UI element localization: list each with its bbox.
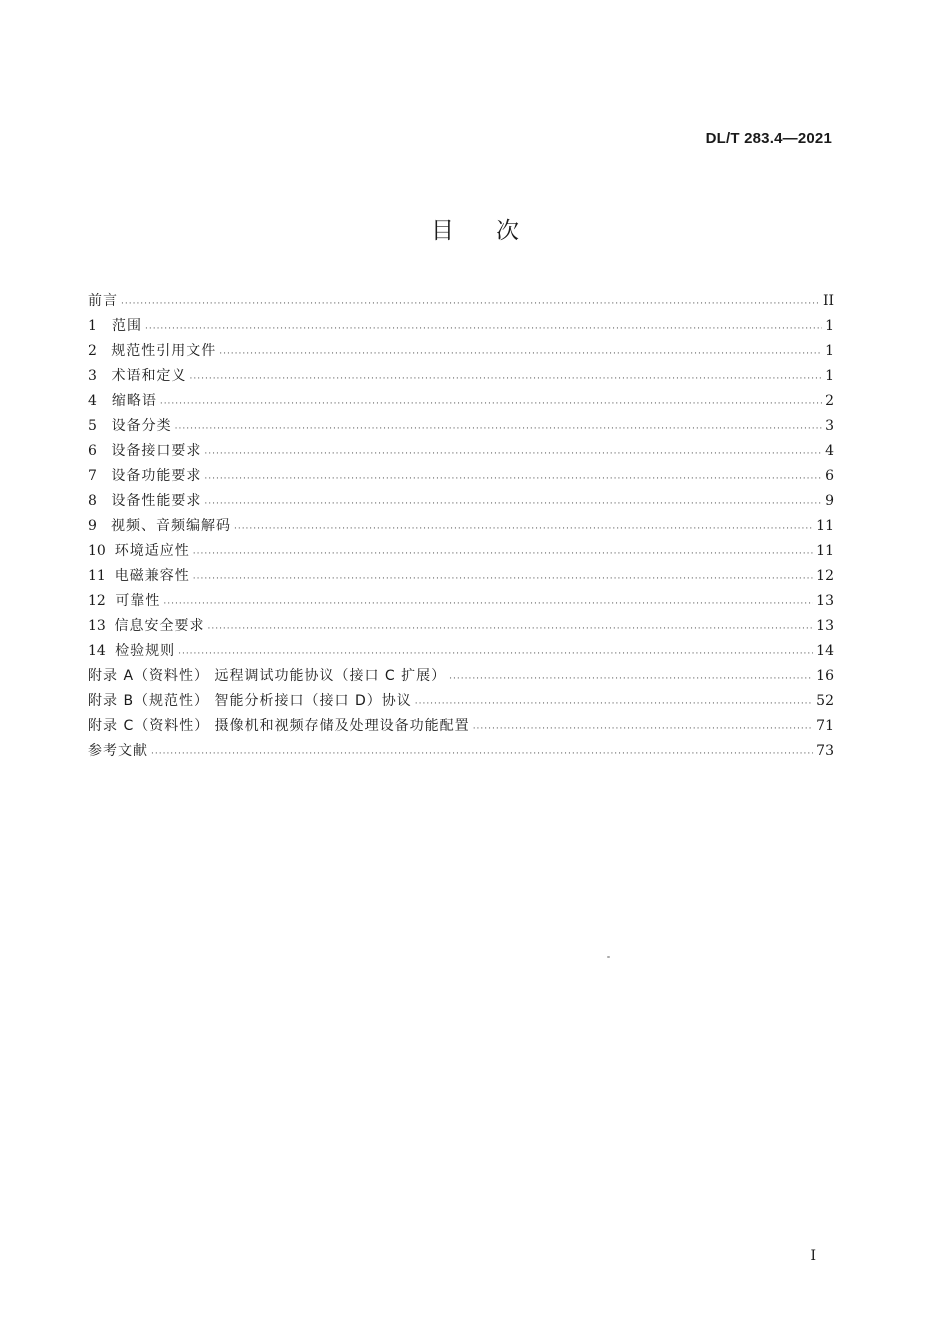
toc-entry-number: 12 — [88, 593, 106, 609]
toc-entry-label: 缩略语 — [111, 393, 157, 409]
table-of-contents — [88, 289, 834, 764]
toc-entry-label: 范围 — [111, 318, 142, 334]
toc-entry[interactable] — [88, 439, 834, 464]
toc-entry-label: 附录 A（资料性） 远程调试功能协议（接口 C 扩展） — [88, 668, 447, 684]
toc-entry-number: 3 — [88, 368, 97, 384]
toc-dot-leader — [160, 399, 822, 409]
toc-entry[interactable] — [88, 564, 834, 589]
toc-entry-number: 2 — [88, 343, 97, 359]
toc-entry-page: 13 — [816, 593, 834, 609]
toc-dot-leader — [207, 624, 813, 634]
toc-entry-number: 7 — [88, 468, 97, 484]
toc-entry[interactable] — [88, 464, 834, 489]
toc-dot-leader — [204, 499, 822, 509]
page-number: I — [810, 1248, 816, 1264]
toc-dot-leader — [193, 574, 813, 584]
toc-entry-page: 13 — [816, 618, 834, 634]
toc-entry-page: 6 — [825, 468, 834, 484]
toc-entry-page: 16 — [816, 668, 834, 684]
toc-entry-page: 1 — [825, 318, 834, 334]
toc-dot-leader — [193, 549, 813, 559]
toc-entry-page: 4 — [825, 443, 834, 459]
toc-dot-leader — [449, 674, 813, 684]
toc-entry-label: 参考文献 — [88, 743, 148, 759]
toc-entry[interactable] — [88, 589, 834, 614]
toc-entry[interactable] — [88, 489, 834, 514]
toc-dot-leader — [219, 349, 822, 359]
toc-entry-page: 52 — [816, 693, 834, 709]
toc-entry-page: 12 — [816, 568, 834, 584]
toc-entry-page: 1 — [825, 343, 834, 359]
toc-dot-leader — [473, 724, 813, 734]
toc-entry[interactable] — [88, 539, 834, 564]
toc-entry-label: 设备接口要求 — [111, 443, 202, 459]
toc-entry-label: 电磁兼容性 — [114, 568, 190, 584]
toc-entry-label: 环境适应性 — [114, 543, 190, 559]
toc-entry-label: 规范性引用文件 — [111, 343, 217, 359]
toc-entry-label: 可靠性 — [115, 593, 161, 609]
toc-entry-number: 5 — [88, 418, 97, 434]
toc-entry-label: 附录 C（资料性） 摄像机和视频存储及处理设备功能配置 — [88, 718, 470, 734]
toc-entry-page: 73 — [816, 743, 834, 759]
toc-entry-label: 检验规则 — [115, 643, 176, 659]
toc-dot-leader — [121, 299, 820, 309]
toc-entry-label: 视频、音频编解码 — [110, 518, 231, 534]
toc-entry-page: 11 — [816, 518, 834, 534]
toc-dot-leader — [175, 424, 822, 434]
toc-entry[interactable] — [88, 514, 834, 539]
toc-entry-page: 71 — [816, 718, 834, 734]
toc-entry-page: 3 — [825, 418, 834, 434]
toc-dot-leader — [204, 474, 822, 484]
toc-entry-number: 11 — [88, 568, 106, 584]
toc-entry-page: 14 — [816, 643, 834, 659]
toc-entry-number: 1 — [88, 318, 97, 334]
toc-entry-page: 2 — [825, 393, 834, 409]
toc-entry[interactable] — [88, 314, 834, 339]
toc-entry[interactable] — [88, 389, 834, 414]
toc-entry-label: 术语和定义 — [111, 368, 187, 384]
toc-entry[interactable] — [88, 639, 834, 664]
toc-entry-page: 1 — [825, 368, 834, 384]
toc-entry[interactable] — [88, 664, 834, 689]
toc-entry[interactable] — [88, 714, 834, 739]
toc-dot-leader — [151, 749, 813, 759]
toc-dot-leader — [415, 699, 813, 709]
toc-dot-leader — [234, 524, 813, 534]
toc-dot-leader — [145, 324, 822, 334]
toc-entry[interactable] — [88, 414, 834, 439]
toc-entry[interactable] — [88, 614, 834, 639]
toc-entry-number: 6 — [88, 443, 97, 459]
toc-entry-page: II — [822, 293, 834, 309]
toc-entry-label: 前言 — [88, 293, 118, 309]
toc-entry-label: 设备功能要求 — [111, 468, 202, 484]
toc-dot-leader — [190, 374, 823, 384]
toc-entry-label: 设备性能要求 — [111, 493, 202, 509]
toc-entry-number: 4 — [88, 393, 97, 409]
toc-entry[interactable] — [88, 364, 834, 389]
document-code: DL/T 283.4—2021 — [705, 130, 832, 147]
toc-entry[interactable] — [88, 739, 834, 764]
toc-entry-label: 设备分类 — [111, 418, 172, 434]
toc-entry-page: 9 — [825, 493, 834, 509]
toc-entry-page: 11 — [816, 543, 834, 559]
toc-entry-number: 14 — [88, 643, 106, 659]
toc-dot-leader — [204, 449, 822, 459]
toc-entry-label: 信息安全要求 — [114, 618, 205, 634]
toc-entry[interactable] — [88, 339, 834, 364]
toc-entry-label: 附录 B（规范性） 智能分析接口（接口 D）协议 — [88, 693, 412, 709]
scan-speck — [607, 956, 610, 958]
toc-entry-number: 10 — [88, 543, 106, 559]
toc-dot-leader — [163, 599, 813, 609]
toc-entry-number: 8 — [88, 493, 97, 509]
toc-dot-leader — [178, 649, 813, 659]
page-title: 目次 — [431, 218, 561, 244]
toc-entry-number: 9 — [88, 518, 97, 534]
toc-entry[interactable] — [88, 289, 834, 314]
toc-entry-number: 13 — [88, 618, 106, 634]
toc-entry[interactable] — [88, 689, 834, 714]
